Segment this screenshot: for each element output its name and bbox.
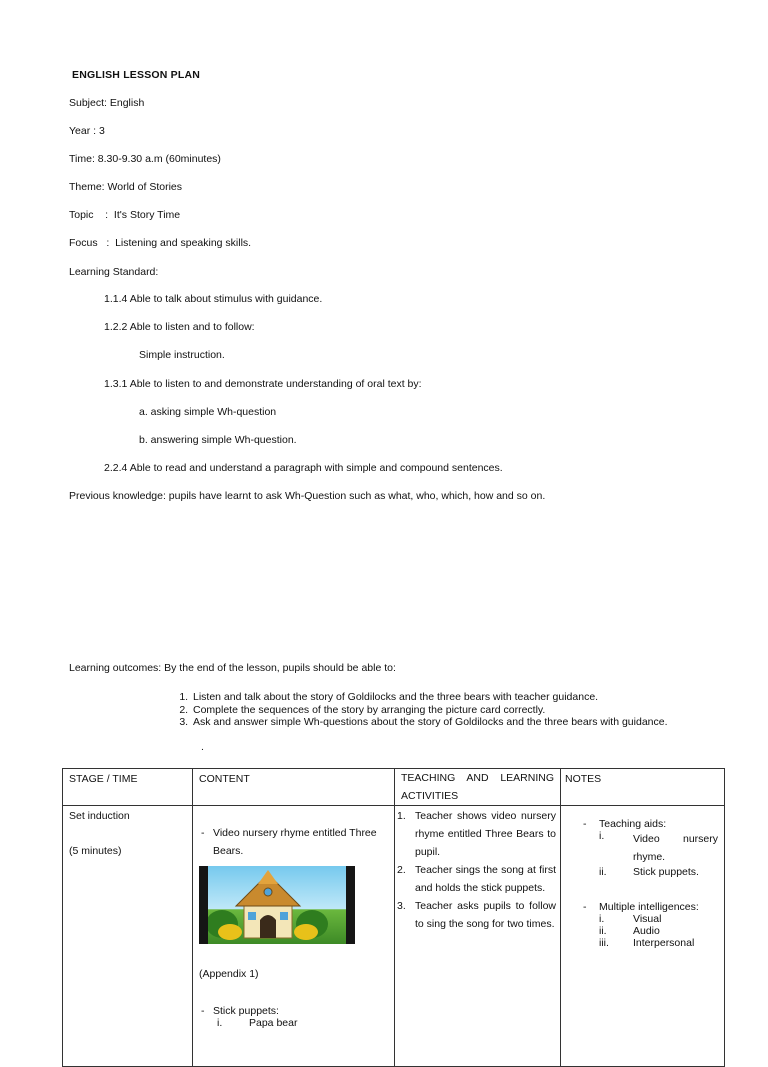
- learning-outcomes-intro: Learning outcomes: By the end of the lesson, pupils should be able to:: [69, 662, 396, 674]
- header-content: CONTENT: [193, 769, 395, 806]
- activity-item: 3. Teacher asks pupils to follow to sing the song for two times.: [397, 900, 556, 930]
- puppet-list-item: i. Papa bear: [217, 1017, 298, 1029]
- learning-outcome-item: 3. Ask and answer simple Wh-questions about the story of Goldilocks and the three bears with guidance.: [191, 716, 668, 729]
- teaching-aids-label: Teaching aids:: [599, 818, 667, 830]
- header-activities: TEACHING AND LEARNING ACTIVITIES: [395, 769, 561, 806]
- header-stage-time: STAGE / TIME: [63, 769, 193, 806]
- house-illustration: [208, 866, 328, 944]
- standard-subitem: b. answering simple Wh-question.: [139, 434, 297, 446]
- stage-duration: (5 minutes): [69, 845, 122, 857]
- teaching-aid-item: ii. Stick puppets.: [599, 866, 699, 878]
- time-line: Time: 8.30-9.30 a.m (60minutes): [69, 153, 221, 165]
- appendix-label: (Appendix 1): [199, 968, 259, 980]
- theme-line: Theme: World of Stories: [69, 181, 183, 193]
- standard-item: 2.2.4 Able to read and understand a paragraph with simple and compound sentences.: [104, 462, 503, 474]
- standard-item: 1.1.4 Able to talk about stimulus with guidance.: [104, 293, 323, 305]
- learning-outcome-item: 2. Complete the sequences of the story by arranging the picture card correctly.: [191, 704, 668, 717]
- multiple-intelligences-label: Multiple intelligences:: [599, 901, 699, 913]
- intelligence-item: ii. Audio: [599, 925, 660, 937]
- header-notes: NOTES: [561, 769, 725, 806]
- intelligence-item: iii. Interpersonal: [599, 937, 695, 949]
- teaching-aid-item: i. Video nursery rhyme.: [599, 830, 718, 863]
- focus-line: Focus : Listening and speaking skills.: [69, 237, 252, 249]
- activity-item: 2. Teacher sings the song at first and holds the stick puppets.: [397, 864, 556, 894]
- standard-subitem: Simple instruction.: [139, 349, 225, 361]
- intelligence-item: i. Visual: [599, 913, 662, 925]
- lesson-plan-table: [62, 768, 725, 1067]
- activity-item: 1. Teacher shows video nursery rhyme entitled Three Bears to pupil.: [397, 810, 556, 858]
- learning-standard-label: Learning Standard:: [69, 266, 159, 278]
- three-bears-video-image: [199, 866, 355, 944]
- previous-knowledge: Previous knowledge: pupils have learnt to ask Wh-Question such as what, who, which, how and so on.: [69, 490, 546, 502]
- topic-line: Topic : It's Story Time: [69, 209, 181, 221]
- lesson-plan-title: ENGLISH LESSON PLAN: [72, 69, 201, 81]
- standard-item: 1.3.1 Able to listen to and demonstrate understanding of oral text by:: [104, 378, 422, 390]
- year-line: Year : 3: [69, 125, 105, 137]
- standard-item: 1.2.2 Able to listen and to follow:: [104, 321, 255, 333]
- learning-outcome-item: 1. Listen and talk about the story of Goldilocks and the three bears with teacher guidance.: [191, 691, 668, 704]
- multiple-intelligences-block: - Multiple intelligences: i. Visual ii. Audio iii. Interpersonal: [561, 901, 724, 949]
- stage-label: Set induction: [69, 810, 130, 822]
- teaching-aids-block: - Teaching aids: i. Video nursery rhyme. ii. Stick puppets.: [583, 818, 718, 878]
- content-cell: [193, 806, 395, 1067]
- stage-cell: [63, 806, 193, 1067]
- stray-period: .: [201, 741, 204, 753]
- subject-line: Subject: English: [69, 97, 145, 109]
- content-item: - Stick puppets:: [193, 1005, 394, 1017]
- standard-subitem: a. asking simple Wh-question: [139, 406, 277, 418]
- notes-cell: [561, 806, 725, 1067]
- table-header-row: [63, 769, 725, 806]
- learning-outcomes-list: [172, 691, 668, 729]
- activities-cell: [395, 806, 561, 1067]
- table-row: [63, 806, 725, 1067]
- content-item: - Video nursery rhyme entitled Three Bears.: [193, 824, 394, 860]
